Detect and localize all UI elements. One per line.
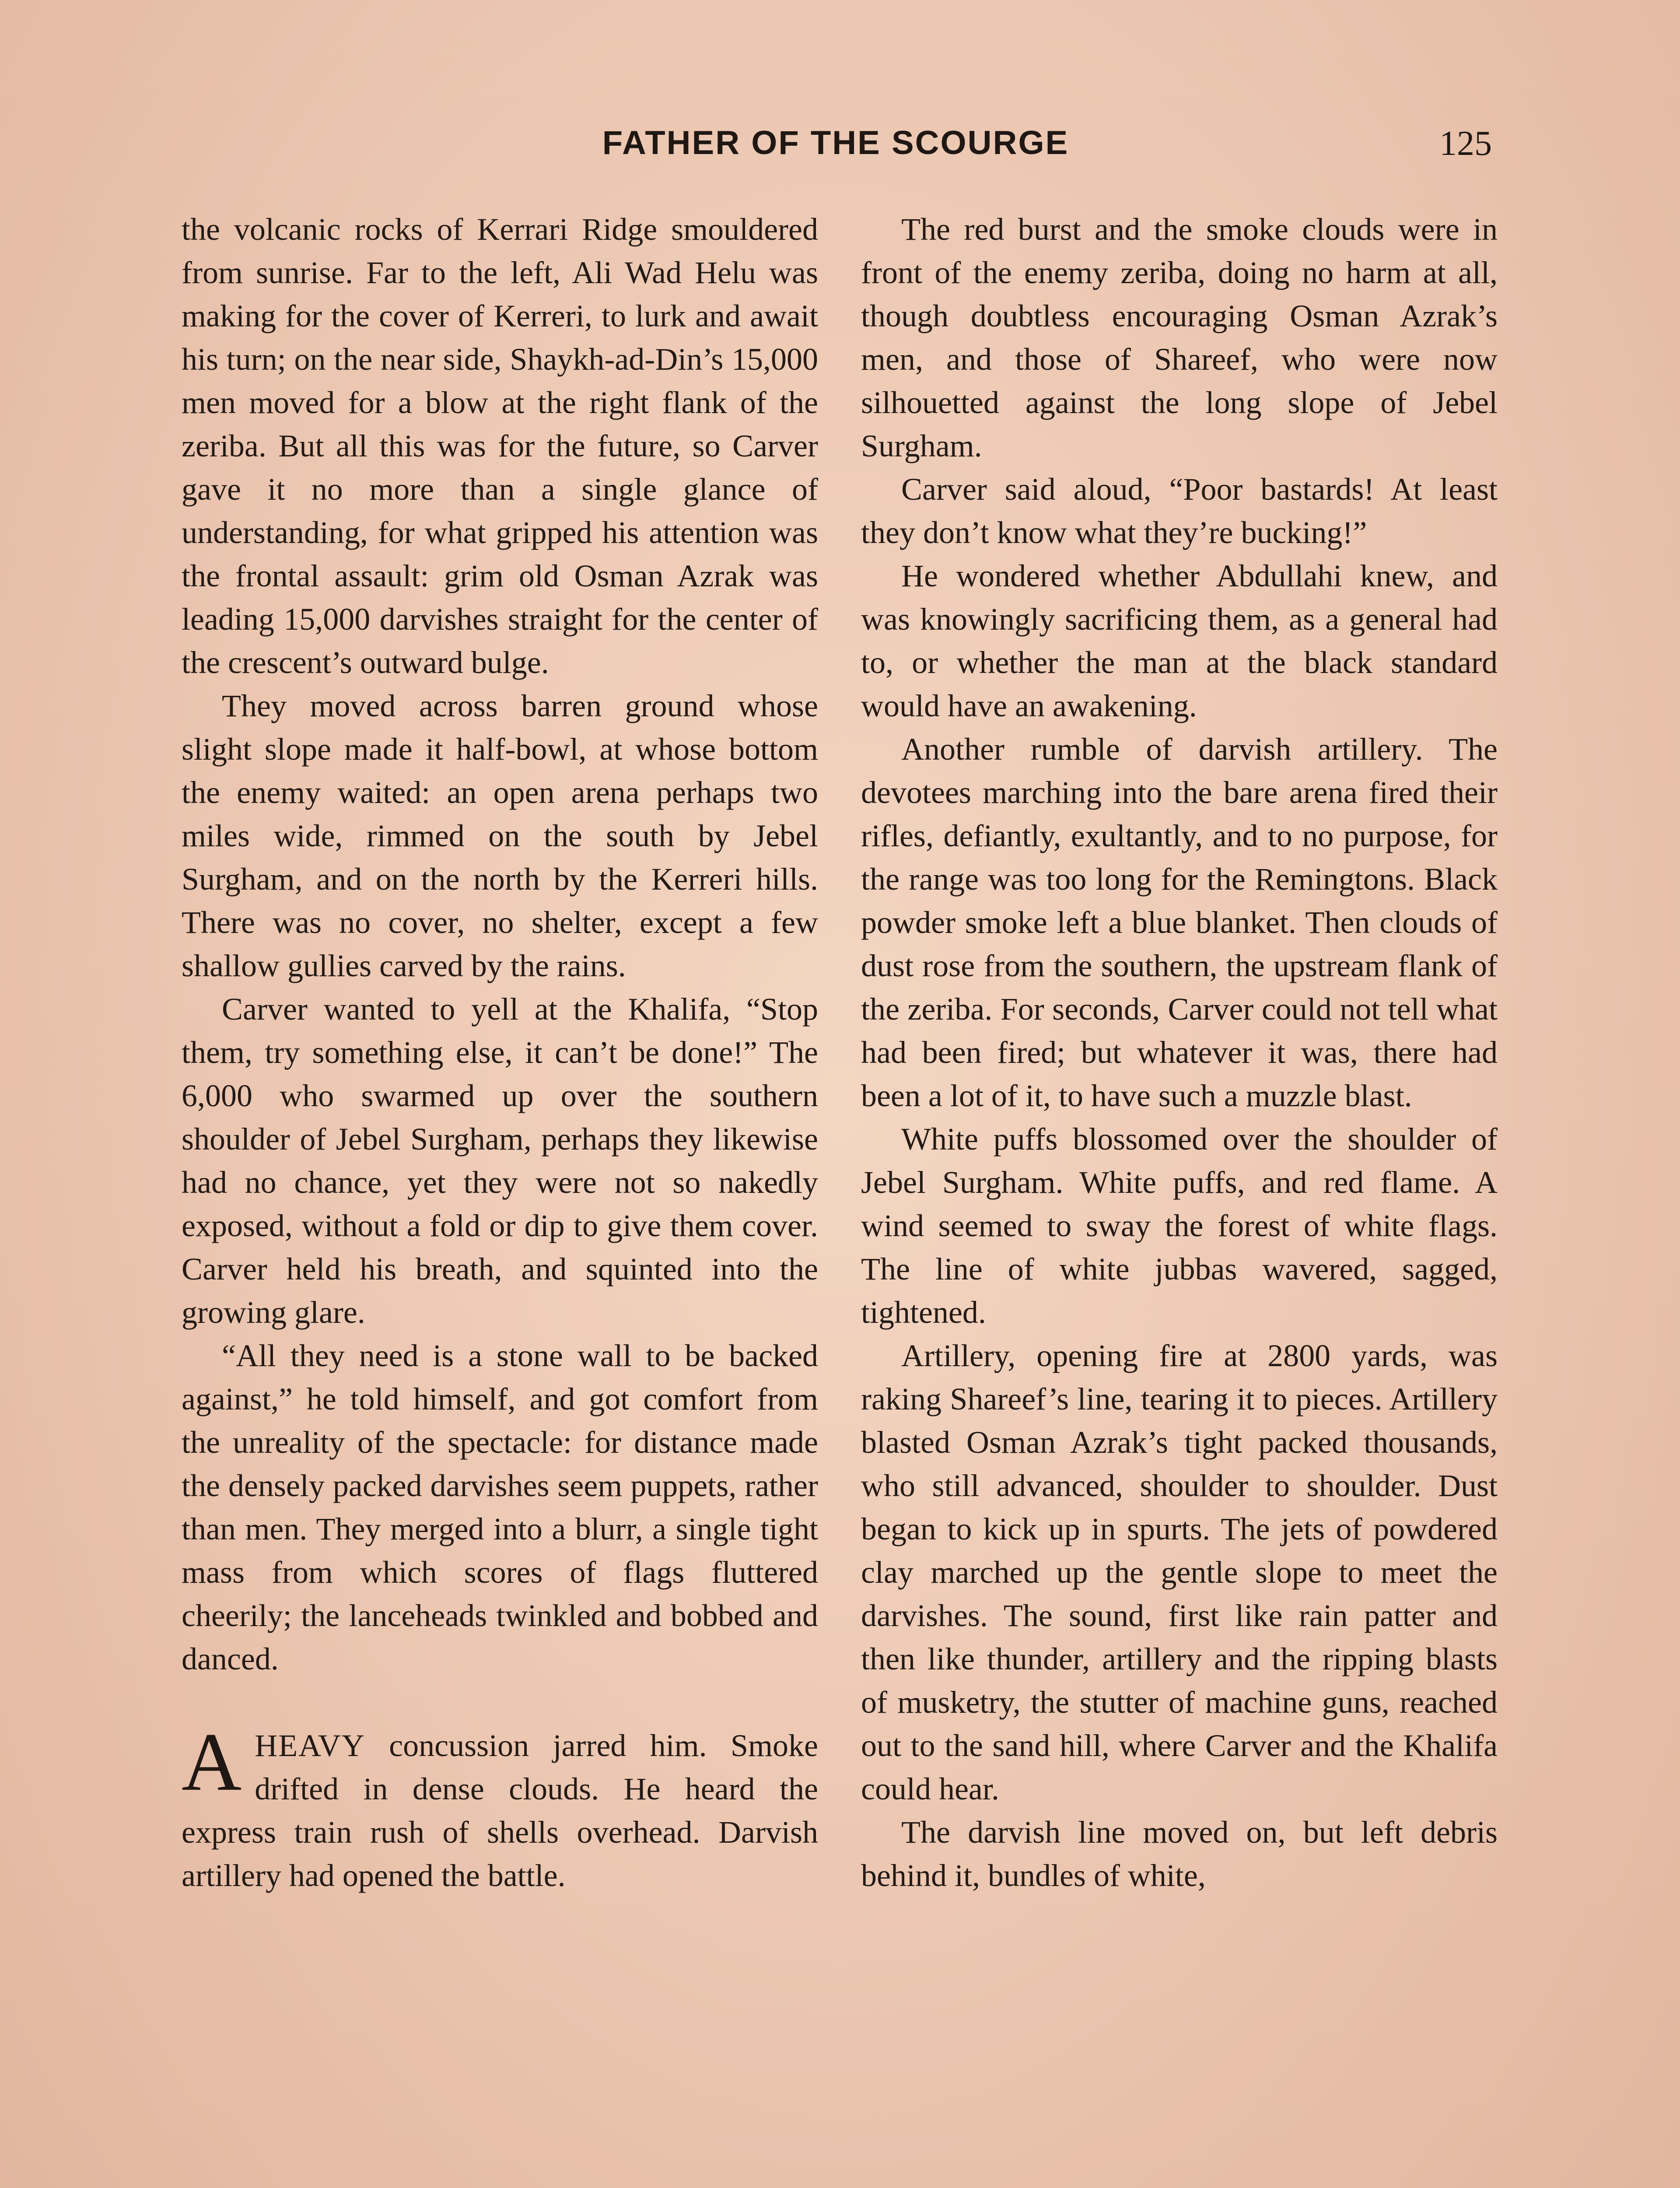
section-opening-paragraph xyxy=(182,1716,818,1897)
paragraph: Another rumble of darvish artillery. The devotees marching into the bare arena fired their rifles, defiantly, exultantly, and to no purpose, for the range was too long for the Remingtons. Black powder smoke left a blue blanket. Then clouds of dust rose from the southern, the upstream flank of the zeriba. For seconds, Carver could not tell what had been fired; but whatever it was, there had been a lot of it, to have such a muzzle blast. xyxy=(861,732,1498,1113)
paragraph: The darvish line moved on, but left debris behind it, bundles of white, xyxy=(861,1815,1498,1893)
paragraph: He wondered whether Abdullahi knew, and was knowingly sacrificing them, as a general had to, or whether the man at the black standard would have an awakening. xyxy=(861,558,1498,723)
running-title: FATHER OF THE SCOURGE xyxy=(602,124,1069,161)
paragraph: The red burst and the smoke clouds were in front of the enemy zeriba, doing no harm at all, though doubtless encouraging Osman Azrak’s men, and those of Shareef, who were now silhouetted against the long slope of Jebel Surgham. xyxy=(861,212,1498,463)
page-header xyxy=(179,124,1492,172)
left-text-column xyxy=(182,208,818,1897)
lead-word: HEAVY xyxy=(255,1728,365,1763)
paragraph: Artillery, opening fire at 2800 yards, was raking Shareef’s line, tearing it to pieces. Artillery blasted Osman Azrak’s tight packed thousands, who still advanced, shoulder to shoulder. Dust began to kick up in spurts. The jets of powdered clay marched up the gentle slope to meet the darvishes. The sound, first like rain patter and then like thunder, artillery and the ripping blasts of musketry, the stutter of machine guns, reached out to the sand hill, where Carver and the Khalifa could hear. xyxy=(861,1338,1498,1806)
paragraph: the volcanic rocks of Kerrari Ridge smouldered from sunrise. Far to the left, Ali Wad Helu was making for the cover of Kerreri, to lurk and await his turn; on the near side, Shaykh-ad-Din’s 15,000 men moved for a blow at the right flank of the zeriba. But all this was for the future, so Carver gave it no more than a single glance of understanding, for what gripped his attention was the frontal assault: grim old Osman Azrak was leading 15,000 darvishes straight for the center of the crescent’s outward bulge. xyxy=(182,212,818,680)
paragraph: Carver wanted to yell at the Khalifa, “Stop them, try something else, it can’t be done!” The 6,000 who swarmed up over the southern shoulder of Jebel Surgham, perhaps they likewise had no chance, yet they were not so nakedly exposed, without a fold or dip to give them cover. Carver held his breath, and squinted into the growing glare. xyxy=(182,992,818,1330)
paragraph: White puffs blossomed over the shoulder of Jebel Surgham. White puffs, and red flame. A wind seemed to sway the forest of white flags. The line of white jubbas wavered, sagged, tightened. xyxy=(861,1122,1498,1330)
paragraph: “All they need is a stone wall to be backed against,” he told himself, and got comfort from the unreality of the spectacle: for distance made the densely packed darvishes seem puppets, rather than men. They merged into a blurr, a single tight mass from which scores of flags fluttered cheerily; the lanceheads twinkled and bobbed and danced. xyxy=(182,1338,818,1676)
page-number: 125 xyxy=(1439,124,1492,163)
drop-cap: A xyxy=(182,1716,242,1808)
paragraph: They moved across barren ground whose slight slope made it half-bowl, at whose bottom the enemy waited: an open arena perhaps two miles wide, rimmed on the south by Jebel Surgham, and on the north by the Kerreri hills. There was no cover, no shelter, except a few shallow gullies carved by the rains. xyxy=(182,688,818,983)
paragraph-text: concussion jarred him. Smoke drifted in dense clouds. He heard the express train rush of shells overhead. Darvish artillery had opened the battle. xyxy=(182,1728,818,1893)
paragraph: Carver said aloud, “Poor bastards! At least they don’t know what they’re bucking!” xyxy=(861,472,1498,550)
right-text-column xyxy=(861,208,1498,1897)
